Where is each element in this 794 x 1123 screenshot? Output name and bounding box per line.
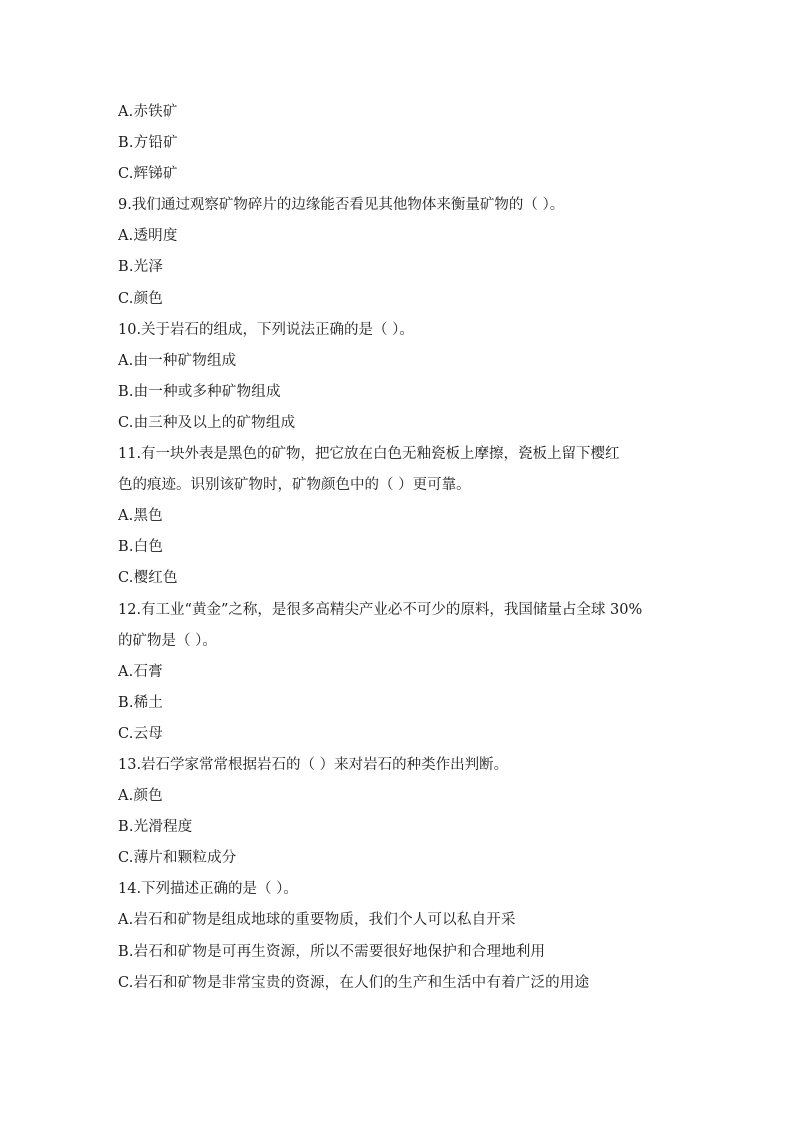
option-line: B.由一种或多种矿物组成: [118, 383, 281, 400]
option-line: A.赤铁矿: [118, 104, 178, 120]
question-list: [118, 97, 688, 999]
question-14-text: 14.下列描述正确的是（ ）。: [118, 881, 298, 898]
question-11-text-cont: 色的痕迹。识别该矿物时，矿物颜色中的（ ）更可靠。: [118, 477, 471, 494]
option-line: B.稀土: [118, 694, 164, 711]
option-line: B.方铅矿: [118, 135, 178, 152]
option-line: A.由一种矿物组成: [118, 352, 237, 369]
option-line: C.薄片和颗粒成分: [118, 850, 237, 867]
question-13-text: 13.岩石学家常常根据岩石的（ ）来对岩石的种类作出判断。: [118, 756, 509, 773]
option-line: B.光滑程度: [118, 819, 193, 836]
option-line: B.岩石和矿物是可再生资源，所以不需要很好地保护和合理地利用: [118, 943, 546, 960]
option-line: A.透明度: [118, 228, 178, 245]
option-line: A.岩石和矿物是组成地球的重要物质，我们个人可以私自开采: [118, 912, 516, 929]
option-line: C.由三种及以上的矿物组成: [118, 414, 296, 431]
question-9-text: 9.我们通过观察矿物碎片的边缘能否看见其他物体来衡量矿物的（ ）。: [118, 197, 565, 214]
option-line: C.樱红色: [118, 570, 178, 587]
option-line: A.黑色: [118, 508, 163, 525]
option-line: A.石膏: [118, 663, 163, 680]
option-line: C.云母: [118, 725, 163, 742]
option-line: B.白色: [118, 539, 164, 556]
question-11-text: 11.有一块外表是黑色的矿物，把它放在白色无釉瓷板上摩擦，瓷板上留下樱红: [118, 446, 620, 463]
option-line: C.颜色: [118, 290, 163, 307]
option-line: B.光泽: [118, 259, 164, 276]
option-line: C.辉锑矿: [118, 166, 178, 183]
question-12-text: 12.有工业“黄金”之称，是很多高精尖产业必不可少的原料，我国储量占全球 30%: [118, 601, 643, 618]
option-line: A.颜色: [118, 788, 163, 805]
question-10-text: 10.关于岩石的组成，下列说法正确的是（ ）。: [118, 321, 414, 338]
option-line: C.岩石和矿物是非常宝贵的资源，在人们的生产和生活中有着广泛的用途: [118, 974, 590, 991]
question-12-text-cont: 的矿物是（ ）。: [118, 632, 217, 649]
